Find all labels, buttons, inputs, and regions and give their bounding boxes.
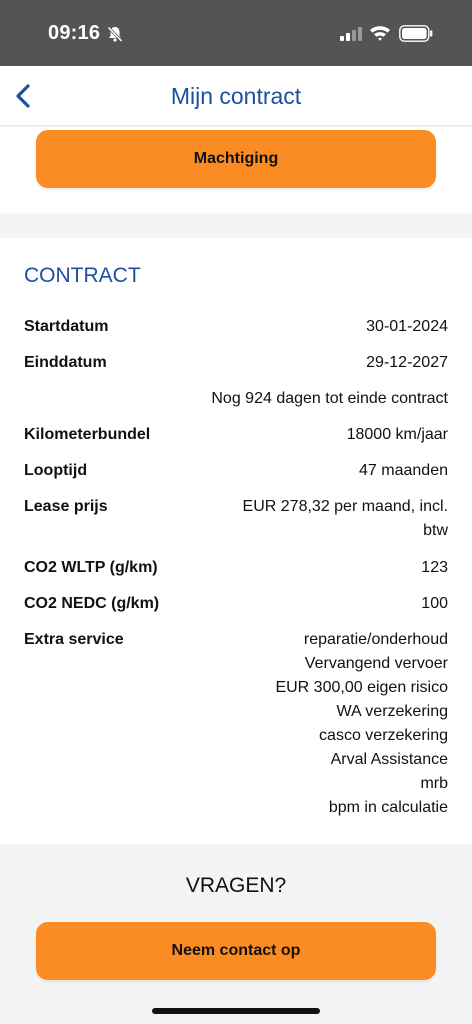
page-title: Mijn contract: [170, 83, 302, 109]
status-bar: [0, 0, 472, 66]
extra-service-item: WA verzekering: [336, 703, 448, 720]
looptijd-value: 47 maanden: [359, 462, 448, 479]
kilometerbundel-value: 18000 km/jaar: [346, 426, 448, 443]
wifi-icon: [369, 24, 391, 41]
lease-prijs-value: [243, 495, 448, 543]
einddatum-label: Einddatum: [24, 354, 107, 371]
home-indicator[interactable]: [152, 1008, 320, 1014]
machtiging-section: [0, 127, 472, 213]
bell-slash-icon: [106, 25, 124, 43]
questions-title: VRAGEN?: [185, 874, 287, 897]
kilometerbundel-label: Kilometerbundel: [24, 426, 151, 443]
extra-service-item: reparatie/onderhoud: [303, 631, 448, 648]
co2-nedc-label: CO2 NEDC (g/km): [24, 595, 160, 612]
extra-service-item: Arval Assistance: [330, 751, 448, 768]
lease-prijs-label: Lease prijs: [24, 498, 108, 515]
questions-section: [0, 844, 472, 1024]
extra-service-label: Extra service: [24, 631, 124, 648]
machtiging-button[interactable]: Machtiging: [36, 130, 436, 188]
startdatum-label: Startdatum: [24, 318, 109, 335]
co2-nedc-value: 100: [421, 595, 448, 612]
startdatum-value: 30-01-2024: [366, 318, 448, 335]
contact-button[interactable]: Neem contact op: [36, 922, 436, 980]
co2-wltp-value: 123: [421, 559, 448, 576]
extra-service-item: EUR 300,00 eigen risico: [275, 679, 448, 696]
co2-wltp-label: CO2 WLTP (g/km): [24, 559, 158, 576]
extra-service-item: bpm in calculatie: [328, 799, 448, 816]
status-time: 09:16: [48, 22, 101, 44]
extra-service-item: casco verzekering: [319, 727, 448, 744]
signal-icon: [340, 27, 362, 41]
battery-icon: [399, 25, 433, 42]
navigation-bar: [0, 66, 472, 126]
remaining-days-text: Nog 924 dagen tot einde contract: [211, 390, 448, 407]
contract-title: CONTRACT: [24, 264, 141, 287]
extra-service-item: mrb: [420, 775, 448, 792]
extra-service-list: [275, 628, 448, 820]
contract-section: [0, 238, 472, 844]
lease-prijs-line-2: btw: [423, 522, 448, 539]
looptijd-label: Looptijd: [24, 462, 88, 479]
extra-service-item: Vervangend vervoer: [304, 655, 448, 672]
lease-prijs-line-1: EUR 278,32 per maand, incl.: [242, 498, 448, 515]
einddatum-value: 29-12-2027: [366, 354, 448, 371]
